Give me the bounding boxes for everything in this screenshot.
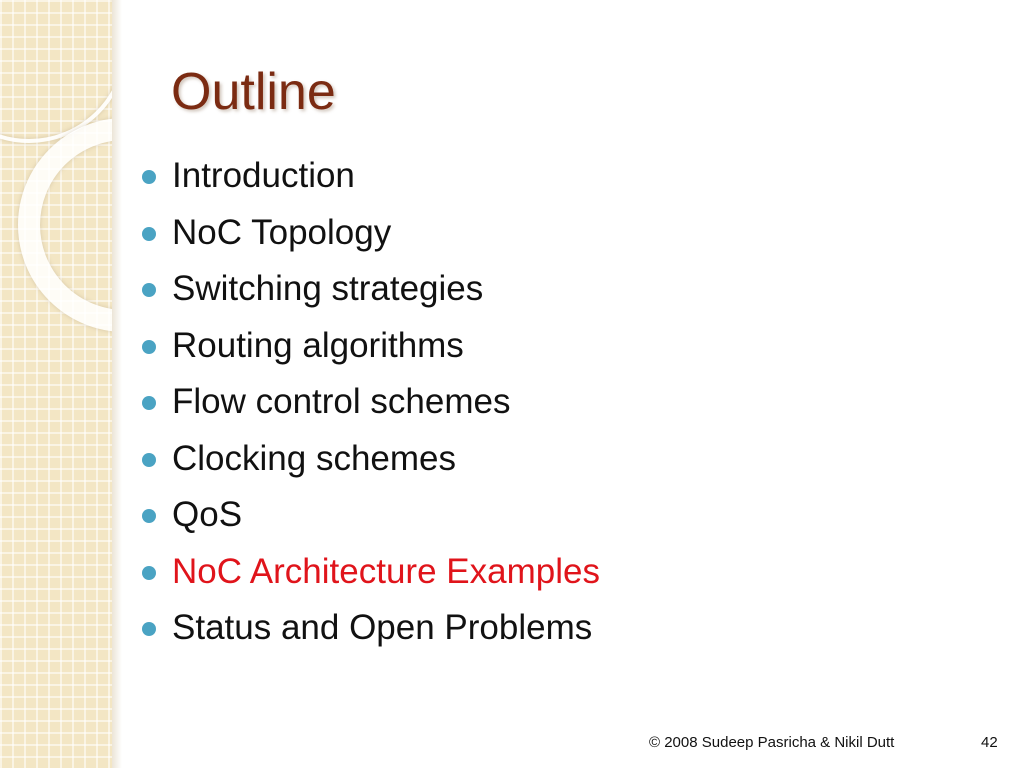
bullet-dot-icon	[142, 622, 156, 636]
bullet-dot-icon	[142, 509, 156, 523]
bullet-text: Routing algorithms	[172, 325, 464, 365]
bullet-item	[140, 489, 600, 546]
bullet-text: Status and Open Problems	[172, 608, 593, 647]
bullet-dot-icon	[142, 283, 156, 297]
footer-copyright: © 2008 Sudeep Pasricha & Nikil Dutt	[649, 734, 895, 751]
bullet-dot-icon	[142, 227, 156, 241]
bullet-text: Introduction	[172, 156, 355, 195]
slide-title: Outline	[171, 63, 336, 121]
bullet-dot-icon	[142, 453, 156, 467]
bullet-item	[140, 433, 600, 490]
page-number: 42	[981, 734, 998, 751]
bullet-dot-icon	[142, 340, 156, 354]
side-panel-shadow	[112, 0, 122, 768]
bullet-text: Clocking schemes	[172, 438, 456, 478]
bullet-text: NoC Architecture Examples	[172, 551, 600, 591]
bullet-item	[140, 150, 600, 207]
decorative-ring	[18, 118, 112, 332]
bullet-item	[140, 320, 600, 377]
bullet-dot-icon	[142, 170, 156, 184]
bullet-text: Switching strategies	[172, 269, 484, 308]
bullet-list	[140, 150, 600, 659]
bullet-text: QoS	[172, 495, 243, 534]
bullet-text: Flow control schemes	[172, 382, 511, 421]
bullet-item	[140, 263, 600, 320]
bullet-dot-icon	[142, 396, 156, 410]
bullet-item	[140, 602, 600, 659]
bullet-item	[140, 207, 600, 264]
bullet-item	[140, 376, 600, 433]
decorative-side-panel	[0, 0, 112, 768]
bullet-dot-icon	[142, 566, 156, 580]
bullet-text: NoC Topology	[172, 212, 392, 252]
bullet-item-highlighted	[140, 546, 600, 603]
